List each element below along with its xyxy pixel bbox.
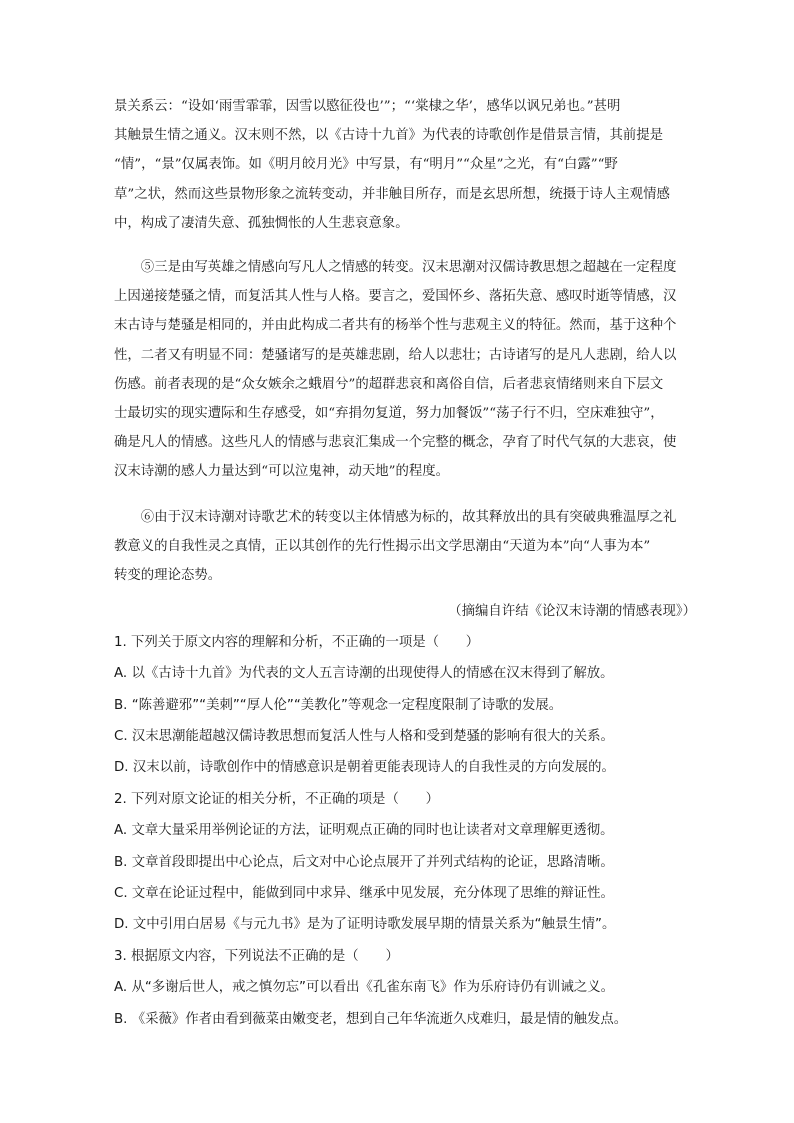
paragraph-line: 士最切实的现实遭际和生存感受，如“弃捐勿复道，努力加餐饭”“荡子行不归，空床难独守”， bbox=[114, 406, 664, 422]
option-a: A. 以《古诗十九首》为代表的文人五言诗潮的出现使得人的情感在汉末得到了解放。 bbox=[114, 666, 614, 682]
paragraph-line: 末古诗与楚骚是相同的，并由此构成二者共有的杨举个性与悲观主义的特征。然而，基于这种个 bbox=[114, 318, 677, 334]
paragraph-line: 中，构成了凄清失意、孤独惆怅的人生悲哀意象。 bbox=[114, 215, 409, 231]
paragraph-line: “情”，“景”仅属表饰。如《明月皎月光》中写景，有“明月”“众星”之光，有“白露”“野 bbox=[114, 157, 618, 173]
passage-paragraph-4 bbox=[114, 92, 696, 238]
paragraph-line: ⑥由于汉末诗潮对诗歌艺术的转变以主体情感为标的，故其释放出的具有突破典雅温厚之礼 bbox=[140, 510, 677, 525]
source-citation: （摘编自许结《论汉末诗潮的情感表现》） bbox=[448, 604, 696, 619]
question-2 bbox=[114, 784, 704, 940]
option-c: C. 文章在论证过程中，能做到同中求异、继承中见发展，充分体现了思维的辩证性。 bbox=[114, 885, 614, 901]
option-b: B. 《采薇》作者由看到薇菜由嫩变老，想到自己年华流逝久戍难归，最是情的触发点。 bbox=[114, 1011, 628, 1027]
paragraph-line: 上因递接楚骚之情，而复活其人性与人格。要言之，爱国怀乡、落拓失意、感叹时逝等情感，汉 bbox=[114, 289, 677, 305]
passage-paragraph-6 bbox=[114, 503, 696, 591]
question-3 bbox=[114, 941, 704, 1035]
paragraph-line: 转变的理论态势。 bbox=[114, 568, 222, 584]
paragraph-line: 其触景生情之通义。汉末则不然，以《古诗十九首》为代表的诗歌创作是借景言情，其前提是 bbox=[114, 128, 664, 144]
paragraph-line: 确是凡人的情感。这些凡人的情感与悲哀汇集成一个完整的概念，孕育了时代气氛的大悲哀，使 bbox=[114, 435, 677, 451]
paragraph-line: 草”之状，然而这些景物形象之流转变动，并非触目所存，而是玄思所想，统摄于诗人主观情感 bbox=[114, 186, 670, 202]
option-c: C. 汉末思潮能超越汉儒诗教思想而复活人性与人格和受到楚骚的影响有很大的关系。 bbox=[114, 728, 614, 744]
option-a: A. 文章大量采用举例论证的方法，证明观点正确的同时也让读者对文章理解更透彻。 bbox=[114, 823, 614, 839]
paragraph-line: 景关系云：“设如‘雨雪霏霏，因雪以愍征役也’”；“‘棠棣之华’，感华以讽兄弟也。”甚明 bbox=[114, 99, 621, 114]
question-1 bbox=[114, 627, 704, 783]
paragraph-line: 伤感。前者表现的是“众女嫉余之蛾眉兮”的超群悲哀和离俗自信，后者悲哀情绪则来自下层文 bbox=[114, 376, 664, 392]
option-d: D. 文中引用白居易《与元九书》是为了证明诗歌发展早期的情景关系为“触景生情”。 bbox=[114, 917, 616, 933]
paragraph-line: 性，二者又有明显不同：楚骚诸写的是英雄悲剧，给人以悲壮；古诗诸写的是凡人悲剧，给人以 bbox=[114, 347, 677, 363]
option-b: B. “陈善避邪”“美刺”“厚人伦”“美教化”等观念一定程度限制了诗歌的发展。 bbox=[114, 697, 563, 713]
paragraph-line: 教意义的自我性灵之真情，正以其创作的先行性揭示出文学思潮由“天道为本”向“人事为本” bbox=[114, 539, 651, 555]
question-stem: 1. 下列关于原文内容的理解和分析，不正确的一项是（ ） bbox=[114, 635, 480, 650]
question-stem: 2. 下列对原文论证的相关分析，不正确的项是（ ） bbox=[114, 792, 440, 807]
question-stem: 3. 根据原文内容，下列说法不正确的是（ ） bbox=[114, 949, 399, 964]
option-b: B. 文章首段即提出中心论点，后文对中心论点展开了并列式结构的论证，思路清晰。 bbox=[114, 854, 614, 870]
option-d: D. 汉末以前，诗歌创作中的情感意识是朝着更能表现诗人的自我性灵的方向发展的。 bbox=[114, 760, 615, 776]
option-a: A. 从“多谢后世人，戒之慎勿忘”可以看出《孔雀东南飞》作为乐府诗仍有训诫之义。 bbox=[114, 980, 614, 996]
paragraph-line: 汉末诗潮的感人力量达到“可以泣鬼神，动天地”的程度。 bbox=[114, 464, 450, 480]
paragraph-line: ⑤三是由写英雄之情感向写凡人之情感的转变。汉末思潮对汉儒诗教思想之超越在一定程度 bbox=[140, 260, 677, 275]
passage-paragraph-5 bbox=[114, 253, 696, 487]
